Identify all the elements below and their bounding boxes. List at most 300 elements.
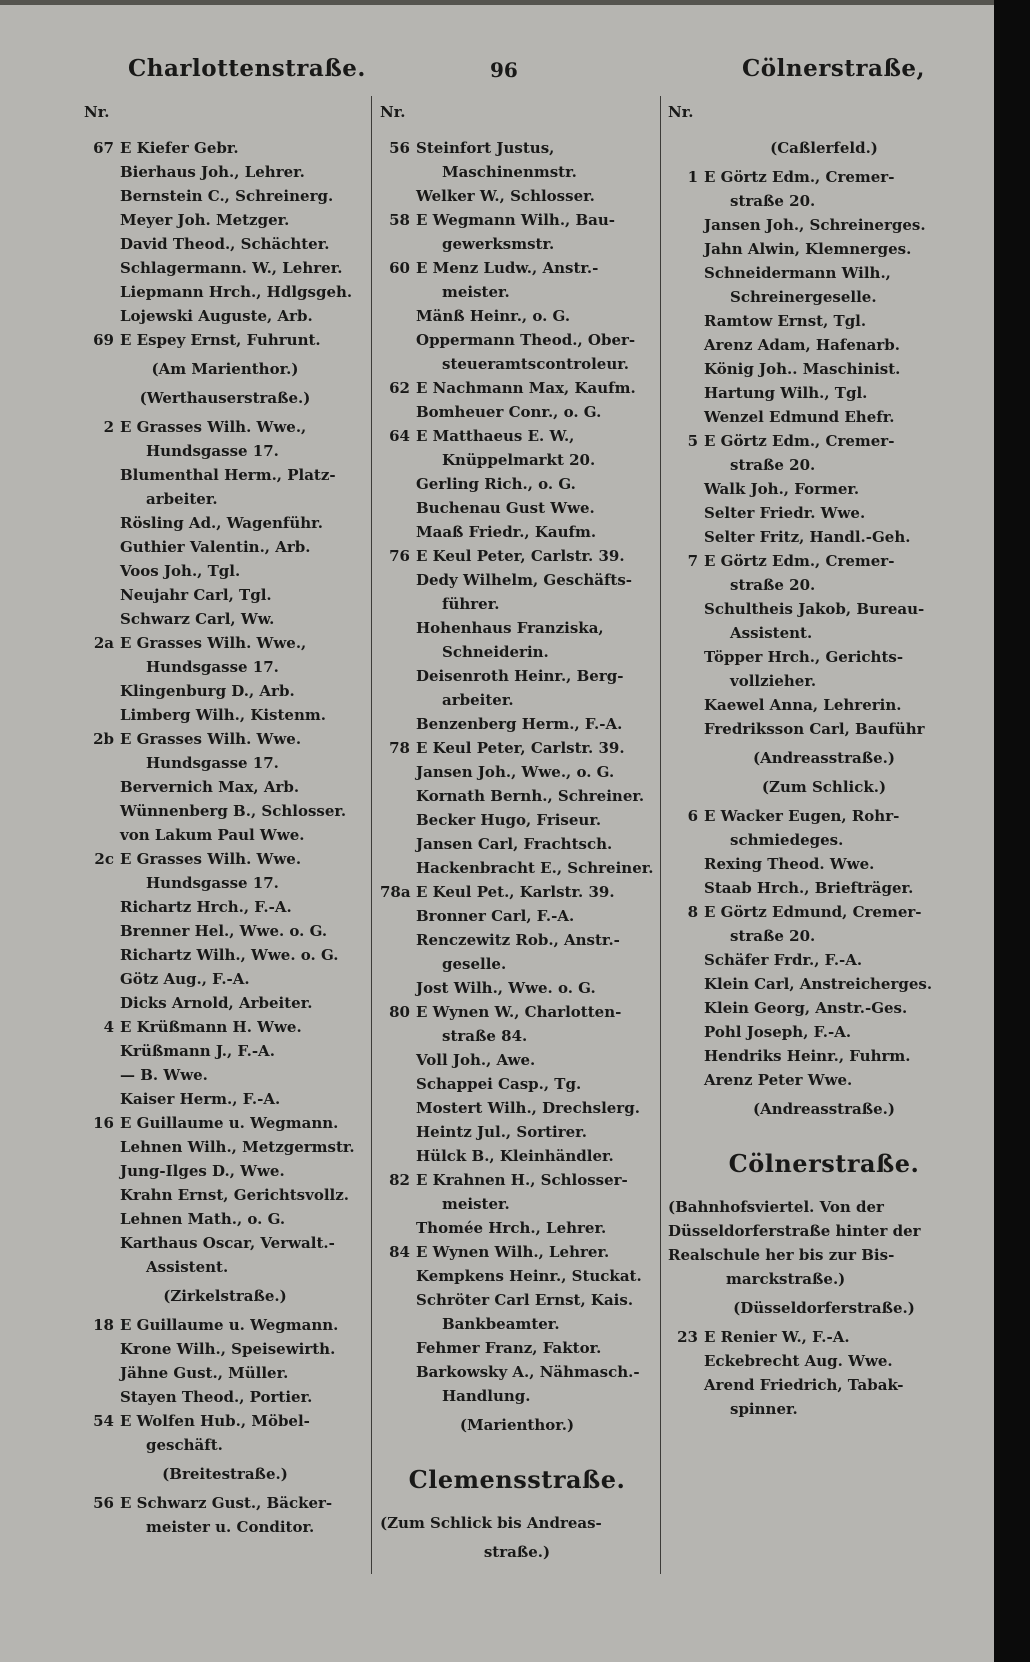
line-text: straße 20. <box>730 192 816 210</box>
directory-line-runover <box>380 640 654 664</box>
directory-line <box>668 1349 980 1373</box>
directory-line-runover <box>380 232 654 256</box>
line-text: Schneiderin. <box>442 643 549 661</box>
directory-line <box>84 679 366 703</box>
house-number: 84 <box>389 1243 410 1261</box>
directory-entry <box>380 424 654 448</box>
line-text: Clemensstraße. <box>408 1465 626 1494</box>
line-text: Dedy Wilhelm, Geschäfts- <box>416 571 633 589</box>
directory-line <box>84 1135 366 1159</box>
nr-label <box>84 100 366 124</box>
line-text: Hohenhaus Franziska, <box>416 619 604 637</box>
directory-line <box>84 1063 366 1087</box>
directory-line-runover <box>84 1255 366 1279</box>
line-text: E Grasses Wilh. Wwe. <box>120 850 302 868</box>
directory-entry <box>84 328 366 352</box>
line-text: marckstraße.) <box>726 1270 846 1288</box>
line-text: E Guillaume u. Wegmann. <box>120 1114 339 1132</box>
directory-entry <box>668 900 980 924</box>
line-text: Schwarz Carl, Ww. <box>120 610 275 628</box>
cross-street-label <box>84 357 366 381</box>
line-text: E Keul Peter, Carlstr. 39. <box>416 739 625 757</box>
directory-line <box>380 1144 654 1168</box>
directory-line <box>84 1087 366 1111</box>
directory-line <box>380 712 654 736</box>
directory-line-runover <box>380 592 654 616</box>
directory-line <box>668 1373 980 1397</box>
directory-line <box>668 237 980 261</box>
line-text: Düsseldorferstraße hinter der <box>668 1222 921 1240</box>
cross-street-label <box>668 1097 980 1121</box>
directory-line <box>380 1264 654 1288</box>
line-text: Liepmann Hrch., Hdlgsgeh. <box>120 283 353 301</box>
street-note-line <box>668 1243 980 1267</box>
directory-line-runover <box>668 573 980 597</box>
line-text: Bankbeamter. <box>442 1315 560 1333</box>
line-text: Hackenbracht E., Schreiner. <box>416 859 654 877</box>
directory-line <box>84 607 366 631</box>
directory-line <box>84 160 366 184</box>
line-text: E Görtz Edm., Cremer- <box>704 552 895 570</box>
directory-line <box>380 760 654 784</box>
cross-street-label <box>84 386 366 410</box>
line-text: Bomheuer Conr., o. G. <box>416 403 602 421</box>
directory-entry <box>84 631 366 655</box>
directory-entry <box>380 1168 654 1192</box>
directory-line <box>84 895 366 919</box>
line-text: Assistent. <box>146 1258 229 1276</box>
line-text: E Grasses Wilh. Wwe., <box>120 418 307 436</box>
line-text: Cölnerstraße. <box>728 1149 920 1178</box>
directory-line <box>84 919 366 943</box>
directory-line <box>668 996 980 1020</box>
cross-street-label <box>84 1462 366 1486</box>
line-text: Kornath Bernh., Schreiner. <box>416 787 645 805</box>
line-text: Wenzel Edmund Ehefr. <box>704 408 895 426</box>
line-text: E Espey Ernst, Fuhrunt. <box>120 331 321 349</box>
directory-line-runover <box>84 655 366 679</box>
line-text: Fehmer Franz, Faktor. <box>416 1339 602 1357</box>
line-text: Selter Fritz, Handl.-Geh. <box>704 528 911 546</box>
directory-line <box>380 1216 654 1240</box>
house-number: 54 <box>93 1412 114 1430</box>
line-text: (Marienthor.) <box>459 1416 575 1434</box>
nr-label <box>380 100 654 124</box>
cross-street-label <box>380 1413 654 1437</box>
directory-line <box>84 280 366 304</box>
line-text: E Krüßmann H. Wwe. <box>120 1018 302 1036</box>
line-text: Voos Joh., Tgl. <box>120 562 241 580</box>
line-text: E Wynen Wilh., Lehrer. <box>416 1243 610 1261</box>
house-number: 67 <box>93 139 114 157</box>
line-text: Assistent. <box>730 624 813 642</box>
directory-line-runover <box>668 669 980 693</box>
house-number: 80 <box>389 1003 410 1021</box>
page-number: 96 <box>490 58 518 82</box>
directory-line <box>668 852 980 876</box>
directory-line-runover <box>668 924 980 948</box>
directory-entry <box>668 549 980 573</box>
scan-edge-top <box>0 0 1030 5</box>
line-text: E Görtz Edm., Cremer- <box>704 168 895 186</box>
directory-line <box>380 1048 654 1072</box>
line-text: Rexing Theod. Wwe. <box>704 855 875 873</box>
cross-street-label <box>668 746 980 770</box>
line-text: Nr. <box>668 103 694 121</box>
directory-line-runover <box>668 828 980 852</box>
line-text: meister. <box>442 1195 510 1213</box>
line-text: spinner. <box>730 1400 798 1418</box>
directory-line <box>668 261 980 285</box>
line-text: E Wolfen Hub., Möbel- <box>120 1412 310 1430</box>
house-number: 2b <box>93 730 114 748</box>
line-text: E Keul Peter, Carlstr. 39. <box>416 547 625 565</box>
cross-street-label <box>668 775 980 799</box>
line-text: meister. <box>442 283 510 301</box>
directory-line-runover <box>84 439 366 463</box>
line-text: Neujahr Carl, Tgl. <box>120 586 272 604</box>
cross-street-label <box>380 1540 654 1564</box>
line-text: Schlagermann. W., Lehrer. <box>120 259 343 277</box>
line-text: steueramtscontroleur. <box>442 355 630 373</box>
directory-entry <box>380 136 654 160</box>
directory-line <box>668 693 980 717</box>
line-text: Jansen Carl, Frachtsch. <box>416 835 613 853</box>
directory-column-middle <box>380 100 654 1569</box>
directory-entry <box>380 376 654 400</box>
line-text: Klingenburg D., Arb. <box>120 682 295 700</box>
directory-line <box>84 1039 366 1063</box>
directory-line <box>380 1360 654 1384</box>
directory-line <box>380 664 654 688</box>
directory-line <box>380 784 654 808</box>
line-text: Rösling Ad., Wagenführ. <box>120 514 323 532</box>
line-text: Schultheis Jakob, Bureau- <box>704 600 925 618</box>
directory-entry <box>84 847 366 871</box>
cross-street-label <box>668 136 980 160</box>
running-head-right: Cölnerstraße, <box>742 55 926 82</box>
directory-line <box>84 799 366 823</box>
house-number: 76 <box>389 547 410 565</box>
directory-line <box>668 1044 980 1068</box>
line-text: Realschule her bis zur Bis- <box>668 1246 895 1264</box>
directory-entry <box>668 165 980 189</box>
directory-line <box>668 309 980 333</box>
line-text: Nr. <box>380 103 406 121</box>
line-text: Jansen Joh., Wwe., o. G. <box>416 763 615 781</box>
line-text: Bronner Carl, F.-A. <box>416 907 575 925</box>
house-number: 69 <box>93 331 114 349</box>
directory-line <box>84 1207 366 1231</box>
directory-line-runover <box>380 1024 654 1048</box>
directory-line <box>380 928 654 952</box>
line-text: Mostert Wilh., Drechslerg. <box>416 1099 640 1117</box>
line-text: Wünnenberg B., Schlosser. <box>120 802 347 820</box>
directory-line <box>380 472 654 496</box>
directory-line <box>380 1120 654 1144</box>
directory-line <box>84 304 366 328</box>
running-head-left: Charlottenstraße. <box>128 55 366 82</box>
directory-line <box>668 1068 980 1092</box>
line-text: Limberg Wilh., Kistenm. <box>120 706 326 724</box>
line-text: Steinfort Justus, <box>416 139 555 157</box>
line-text: Richartz Wilh., Wwe. o. G. <box>120 946 339 964</box>
directory-line-runover <box>380 1384 654 1408</box>
directory-line <box>668 948 980 972</box>
line-text: Hundsgasse 17. <box>146 442 279 460</box>
directory-line <box>380 1096 654 1120</box>
line-text: E Guillaume u. Wegmann. <box>120 1316 339 1334</box>
directory-line <box>84 1361 366 1385</box>
line-text: Gerling Rich., o. G. <box>416 475 576 493</box>
street-note-line <box>380 1511 654 1535</box>
directory-entry <box>380 880 654 904</box>
line-text: Karthaus Oscar, Verwalt.- <box>120 1234 335 1252</box>
house-number: 2 <box>103 418 114 436</box>
directory-line <box>84 823 366 847</box>
line-text: Schneidermann Wilh., <box>704 264 891 282</box>
directory-line <box>380 1072 654 1096</box>
directory-line-runover <box>380 1312 654 1336</box>
directory-entry <box>380 736 654 760</box>
line-text: Buchenau Gust Wwe. <box>416 499 595 517</box>
line-text: Lojewski Auguste, Arb. <box>120 307 313 325</box>
line-text: Jung-Ilges D., Wwe. <box>120 1162 285 1180</box>
line-text: Oppermann Theod., Ober- <box>416 331 636 349</box>
line-text: straße 84. <box>442 1027 528 1045</box>
line-text: (Andreasstraße.) <box>753 1100 895 1118</box>
line-text: E Grasses Wilh. Wwe. <box>120 730 302 748</box>
line-text: Meyer Joh. Metzger. <box>120 211 290 229</box>
line-text: Schappei Casp., Tg. <box>416 1075 582 1093</box>
scan-edge-right <box>994 0 1030 1662</box>
cross-street-label <box>84 1284 366 1308</box>
line-text: Eckebrecht Aug. Wwe. <box>704 1352 893 1370</box>
house-number: 16 <box>93 1114 114 1132</box>
directory-line-runover <box>668 189 980 213</box>
directory-column-left <box>84 100 366 1539</box>
line-text: führer. <box>442 595 500 613</box>
directory-line <box>84 1337 366 1361</box>
line-text: Renczewitz Rob., Anstr.- <box>416 931 620 949</box>
line-text: E Wegmann Wilh., Bau- <box>416 211 616 229</box>
line-text: E Nachmann Max, Kaufm. <box>416 379 636 397</box>
house-number: 58 <box>389 211 410 229</box>
line-text: Bervernich Max, Arb. <box>120 778 300 796</box>
house-number: 18 <box>93 1316 114 1334</box>
line-text: (Düsseldorferstraße.) <box>733 1299 915 1317</box>
house-number: 78a <box>380 883 411 901</box>
directory-entry <box>380 544 654 568</box>
line-text: (Werthauserstraße.) <box>139 389 311 407</box>
directory-line <box>380 976 654 1000</box>
line-text: König Joh.. Maschinist. <box>704 360 901 378</box>
directory-line-runover <box>84 751 366 775</box>
line-text: Maschinenmstr. <box>442 163 577 181</box>
directory-line <box>668 525 980 549</box>
line-text: Fredriksson Carl, Bauführ <box>704 720 925 738</box>
line-text: Becker Hugo, Friseur. <box>416 811 602 829</box>
house-number: 23 <box>677 1328 698 1346</box>
directory-line-runover <box>668 453 980 477</box>
line-text: Jost Wilh., Wwe. o. G. <box>416 979 596 997</box>
directory-line <box>668 501 980 525</box>
line-text: E Krahnen H., Schlosser- <box>416 1171 628 1189</box>
directory-line <box>380 1288 654 1312</box>
directory-line <box>84 511 366 535</box>
house-number: 56 <box>389 139 410 157</box>
directory-line-runover <box>84 871 366 895</box>
directory-line <box>380 520 654 544</box>
line-text: Handlung. <box>442 1387 531 1405</box>
line-text: Arend Friedrich, Tabak- <box>704 1376 904 1394</box>
directory-entry <box>380 1240 654 1264</box>
directory-line-runover <box>380 1192 654 1216</box>
line-text: E Schwarz Gust., Bäcker- <box>120 1494 333 1512</box>
line-text: Hülck B., Kleinhändler. <box>416 1147 614 1165</box>
house-number: 82 <box>389 1171 410 1189</box>
line-text: arbeiter. <box>442 691 514 709</box>
house-number: 64 <box>389 427 410 445</box>
street-note-line <box>668 1219 980 1243</box>
line-text: gewerksmstr. <box>442 235 555 253</box>
directory-line <box>380 304 654 328</box>
house-number: 4 <box>103 1018 114 1036</box>
line-text: Brenner Hel., Wwe. o. G. <box>120 922 328 940</box>
line-text: Blumenthal Herm., Platz- <box>120 466 336 484</box>
directory-line <box>668 717 980 741</box>
line-text: E Görtz Edmund, Cremer- <box>704 903 922 921</box>
directory-line <box>668 357 980 381</box>
line-text: Dicks Arnold, Arbeiter. <box>120 994 313 1012</box>
line-text: E Wynen W., Charlotten- <box>416 1003 622 1021</box>
directory-entry <box>380 256 654 280</box>
line-text: Guthier Valentin., Arb. <box>120 538 311 556</box>
house-number: 5 <box>687 432 698 450</box>
directory-line <box>668 972 980 996</box>
line-text: Voll Joh., Awe. <box>416 1051 536 1069</box>
directory-line <box>668 405 980 429</box>
line-text: Barkowsky A., Nähmasch.- <box>416 1363 640 1381</box>
house-number: 2a <box>93 634 114 652</box>
line-text: arbeiter. <box>146 490 218 508</box>
directory-entry <box>380 208 654 232</box>
directory-line-runover <box>380 448 654 472</box>
line-text: Hundsgasse 17. <box>146 874 279 892</box>
directory-entry <box>84 1313 366 1337</box>
line-text: (Zum Schlick bis Andreas- <box>380 1514 602 1532</box>
directory-line <box>380 808 654 832</box>
directory-line <box>84 463 366 487</box>
line-text: Hundsgasse 17. <box>146 754 279 772</box>
house-number: 7 <box>687 552 698 570</box>
nr-label <box>668 100 980 124</box>
directory-line-runover <box>380 352 654 376</box>
directory-entry <box>84 1491 366 1515</box>
house-number: 6 <box>687 807 698 825</box>
street-heading <box>668 1149 980 1179</box>
house-number: 78 <box>389 739 410 757</box>
directory-line <box>84 1231 366 1255</box>
line-text: Benzenberg Herm., F.-A. <box>416 715 623 733</box>
directory-line <box>84 1159 366 1183</box>
line-text: Stayen Theod., Portier. <box>120 1388 313 1406</box>
directory-line <box>84 1183 366 1207</box>
line-text: Walk Joh., Former. <box>704 480 860 498</box>
directory-line <box>84 184 366 208</box>
line-text: straße 20. <box>730 576 816 594</box>
directory-line <box>668 381 980 405</box>
line-text: Krüßmann J., F.-A. <box>120 1042 275 1060</box>
directory-column-right <box>668 100 980 1421</box>
directory-line <box>668 597 980 621</box>
directory-line-runover <box>380 688 654 712</box>
directory-line <box>84 232 366 256</box>
directory-line <box>84 943 366 967</box>
directory-line <box>380 184 654 208</box>
directory-line <box>668 876 980 900</box>
line-text: Richartz Hrch., F.-A. <box>120 898 292 916</box>
directory-line <box>668 213 980 237</box>
directory-line-runover <box>84 1433 366 1457</box>
directory-line <box>84 775 366 799</box>
line-text: E Matthaeus E. W., <box>416 427 575 445</box>
directory-line <box>84 583 366 607</box>
line-text: David Theod., Schächter. <box>120 235 330 253</box>
line-text: E Keul Pet., Karlstr. 39. <box>416 883 615 901</box>
line-text: straße 20. <box>730 927 816 945</box>
line-text: geschäft. <box>146 1436 223 1454</box>
line-text: Krone Wilh., Speisewirth. <box>120 1340 336 1358</box>
column-divider <box>371 96 372 1574</box>
line-text: Töpper Hrch., Gerichts- <box>704 648 904 666</box>
directory-line-runover <box>84 487 366 511</box>
line-text: E Renier W., F.-A. <box>704 1328 850 1346</box>
line-text: Jansen Joh., Schreinerges. <box>704 216 926 234</box>
directory-line <box>380 496 654 520</box>
line-text: E Grasses Wilh. Wwe., <box>120 634 307 652</box>
house-number: 8 <box>687 903 698 921</box>
house-number: 1 <box>687 168 698 186</box>
directory-line <box>668 645 980 669</box>
line-text: E Görtz Edm., Cremer- <box>704 432 895 450</box>
line-text: Selter Friedr. Wwe. <box>704 504 866 522</box>
directory-line <box>84 208 366 232</box>
directory-line <box>668 333 980 357</box>
street-note-line <box>668 1195 980 1219</box>
directory-line <box>380 328 654 352</box>
line-text: Pohl Joseph, F.-A. <box>704 1023 852 1041</box>
line-text: Lehnen Math., o. G. <box>120 1210 286 1228</box>
directory-entry <box>84 136 366 160</box>
directory-line <box>84 535 366 559</box>
line-text: (Zum Schlick.) <box>761 778 887 796</box>
line-text: Kaewel Anna, Lehrerin. <box>704 696 902 714</box>
line-text: Krahn Ernst, Gerichtsvollz. <box>120 1186 349 1204</box>
line-text: Schröter Carl Ernst, Kais. <box>416 1291 634 1309</box>
line-text: Schäfer Frdr., F.-A. <box>704 951 863 969</box>
line-text: Deisenroth Heinr., Berg- <box>416 667 624 685</box>
line-text: Hartung Wilh., Tgl. <box>704 384 868 402</box>
directory-line <box>668 477 980 501</box>
line-text: Staab Hrch., Briefträger. <box>704 879 914 897</box>
directory-line <box>84 991 366 1015</box>
line-text: (Breitestraße.) <box>162 1465 288 1483</box>
directory-entry <box>84 727 366 751</box>
line-text: Klein Carl, Anstreicherges. <box>704 975 933 993</box>
house-number: 2c <box>94 850 114 868</box>
line-text: straße.) <box>483 1543 551 1561</box>
